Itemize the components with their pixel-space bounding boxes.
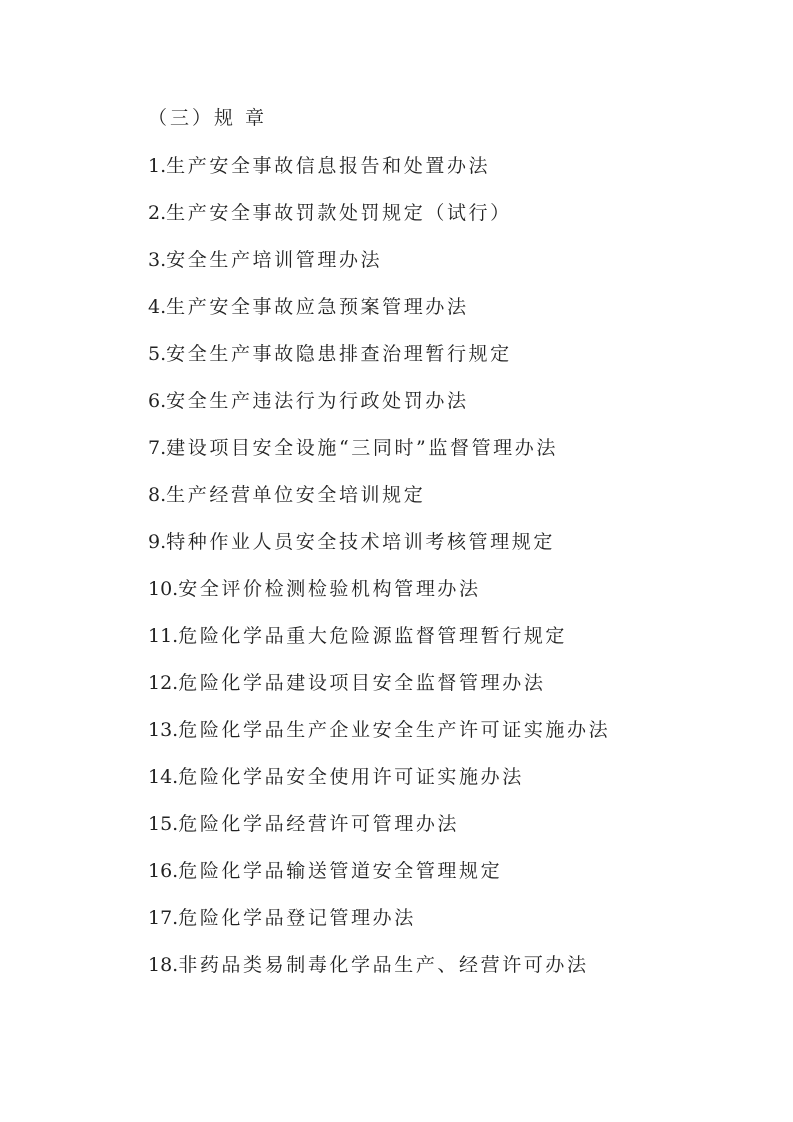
list-item: [148, 481, 610, 528]
list-item: [148, 246, 610, 293]
regulation-list: [148, 152, 610, 998]
item-title: 安全评价检测检验机构管理办法: [178, 578, 481, 600]
item-number: 10.: [148, 578, 179, 600]
item-title: 危险化学品生产企业安全生产许可证实施办法: [178, 719, 611, 741]
item-title: 生产安全事故信息报告和处置办法: [166, 155, 491, 177]
item-number: 6.: [148, 390, 167, 412]
item-number: 7.: [148, 437, 167, 459]
list-item: [148, 669, 610, 716]
item-number: 11.: [148, 625, 179, 647]
item-number: 14.: [148, 766, 179, 788]
list-item: [148, 810, 610, 857]
list-item: [148, 387, 610, 434]
item-title: 非药品类易制毒化学品生产、经营许可办法: [178, 954, 589, 976]
item-title: 安全生产违法行为行政处罚办法: [166, 390, 469, 412]
item-title: 安全生产培训管理办法: [166, 249, 383, 271]
item-number: 3.: [148, 249, 167, 271]
item-number: 4.: [148, 296, 167, 318]
item-title: 安全生产事故隐患排查治理暂行规定: [166, 343, 512, 365]
list-item: [148, 904, 610, 951]
item-number: 1.: [148, 155, 167, 177]
item-title: 危险化学品重大危险源监督管理暂行规定: [178, 625, 568, 647]
item-title: 生产经营单位安全培训规定: [166, 484, 426, 506]
list-item: [148, 152, 610, 199]
list-item: [148, 575, 610, 622]
list-item: [148, 857, 610, 904]
item-number: 9.: [148, 531, 167, 553]
list-item: [148, 199, 610, 246]
item-number: 18.: [148, 954, 179, 976]
item-title: 生产安全事故应急预案管理办法: [166, 296, 469, 318]
item-title: 危险化学品输送管道安全管理规定: [178, 860, 503, 882]
item-number: 15.: [148, 813, 179, 835]
item-title: 危险化学品安全使用许可证实施办法: [178, 766, 524, 788]
list-item: [148, 622, 610, 669]
item-number: 5.: [148, 343, 167, 365]
item-number: 12.: [148, 672, 179, 694]
item-title: 危险化学品建设项目安全监督管理办法: [178, 672, 546, 694]
item-number: 17.: [148, 907, 179, 929]
list-item: [148, 951, 610, 998]
list-item: [148, 340, 610, 387]
item-title: 危险化学品登记管理办法: [178, 907, 416, 929]
list-item: [148, 293, 610, 340]
item-number: 2.: [148, 202, 167, 224]
list-item: [148, 763, 610, 810]
item-number: 16.: [148, 860, 179, 882]
section-heading: （三）规 章: [148, 107, 268, 129]
item-title: 建设项目安全设施“三同时”监督管理办法: [166, 437, 558, 459]
list-item: [148, 528, 610, 575]
item-title: 危险化学品经营许可管理办法: [178, 813, 460, 835]
list-item: [148, 434, 610, 481]
item-title: 特种作业人员安全技术培训考核管理规定: [166, 531, 555, 553]
item-title: 生产安全事故罚款处罚规定（试行）: [166, 202, 512, 224]
item-number: 13.: [148, 719, 179, 741]
list-item: [148, 716, 610, 763]
item-number: 8.: [148, 484, 167, 506]
